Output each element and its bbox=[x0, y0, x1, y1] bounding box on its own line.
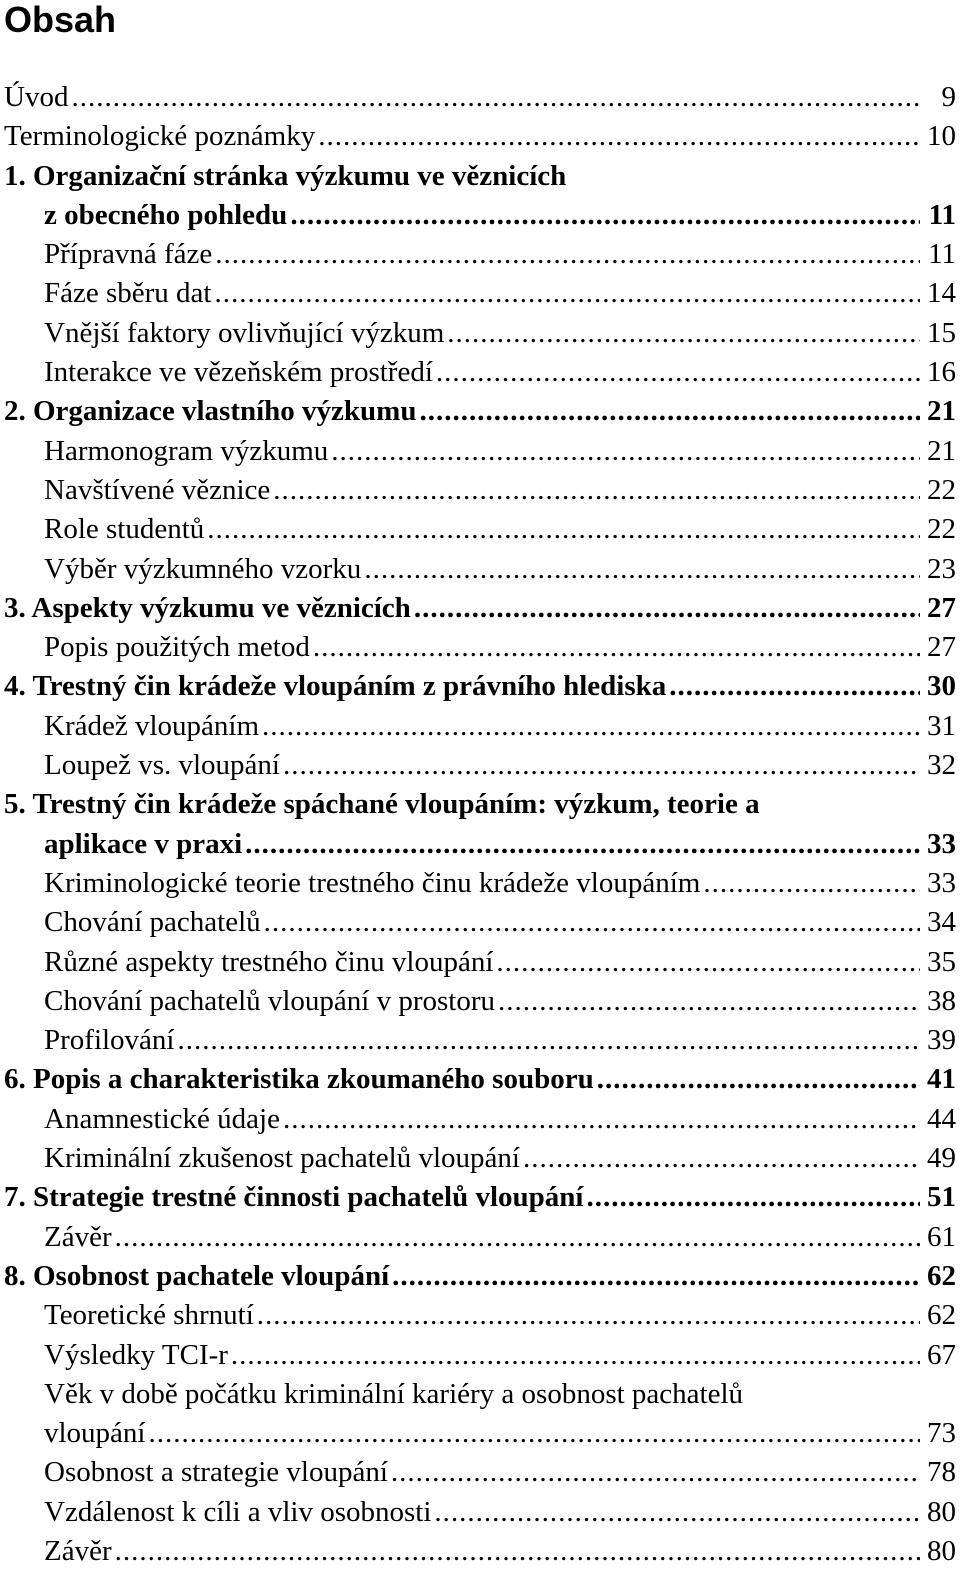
toc-entry-label: Teoretické shrnutí bbox=[44, 1299, 254, 1332]
toc-entry[interactable] bbox=[0, 432, 960, 471]
toc-dot-leader bbox=[245, 825, 920, 864]
toc-dot-leader bbox=[115, 1218, 920, 1257]
toc-entry[interactable] bbox=[0, 1178, 960, 1217]
toc-entry-page: 80 bbox=[927, 1534, 956, 1567]
toc-entry[interactable] bbox=[0, 314, 960, 353]
toc-dot-leader bbox=[703, 864, 920, 903]
toc-entry-page: 32 bbox=[927, 749, 956, 782]
toc-dot-leader bbox=[115, 1532, 920, 1571]
toc-entry[interactable] bbox=[0, 510, 960, 549]
toc-entry-label: 6. Popis a charakteristika zkoumaného souboru bbox=[4, 1063, 594, 1096]
toc-dot-leader bbox=[257, 1296, 920, 1335]
toc-entry[interactable] bbox=[0, 1100, 960, 1139]
toc-entry[interactable] bbox=[0, 667, 960, 706]
toc-entry[interactable] bbox=[0, 1453, 960, 1492]
toc-entry[interactable] bbox=[0, 589, 960, 628]
toc-entry-page: 30 bbox=[927, 670, 956, 703]
toc-dot-leader bbox=[283, 1100, 920, 1139]
toc-dot-leader bbox=[414, 589, 920, 628]
toc-entry-label: Fáze sběru dat bbox=[44, 277, 212, 310]
toc-entry-page: 35 bbox=[927, 945, 956, 978]
toc-entry-label: Vnější faktory ovlivňující výzkum bbox=[44, 316, 445, 349]
toc-entry[interactable] bbox=[0, 1060, 960, 1099]
toc-entry-label: 1. Organizační stránka výzkumu ve věznicích bbox=[4, 159, 567, 192]
toc-entry-page: 34 bbox=[927, 906, 956, 939]
toc-entry[interactable] bbox=[0, 235, 960, 274]
toc-entry[interactable] bbox=[0, 1532, 960, 1571]
toc-entry-page: 38 bbox=[927, 984, 956, 1017]
toc-entry[interactable] bbox=[0, 1218, 960, 1257]
toc-dot-leader bbox=[178, 1021, 921, 1060]
toc-entry-page: 9 bbox=[941, 81, 956, 113]
toc-entry-page: 39 bbox=[927, 1024, 956, 1057]
toc-entry-label: Navštívené věznice bbox=[44, 473, 271, 506]
toc-entry-label: vloupání bbox=[44, 1417, 146, 1450]
toc-entry-page: 49 bbox=[927, 1142, 956, 1175]
toc-entry-page: 14 bbox=[927, 277, 956, 310]
toc-entry[interactable] bbox=[0, 117, 960, 156]
toc-dot-leader bbox=[273, 471, 920, 510]
toc-entry-page: 31 bbox=[927, 709, 956, 742]
toc-dot-leader bbox=[498, 982, 920, 1021]
toc-entry[interactable] bbox=[0, 903, 960, 942]
toc-dot-leader bbox=[364, 550, 920, 589]
toc-dot-leader bbox=[523, 1139, 920, 1178]
toc-entry[interactable] bbox=[0, 785, 960, 824]
toc-entry-label: Profilování bbox=[44, 1024, 175, 1057]
toc-entry-page: 27 bbox=[927, 631, 956, 664]
toc-dot-leader bbox=[207, 510, 920, 549]
toc-entry-label: z obecného pohledu bbox=[44, 198, 288, 231]
toc-entry-page: 61 bbox=[927, 1220, 956, 1253]
toc-entry-label: 7. Strategie trestné činnosti pachatelů vloupání bbox=[4, 1181, 584, 1214]
toc-entry-page: 27 bbox=[927, 591, 956, 624]
toc-entry-page: 62 bbox=[927, 1299, 956, 1332]
toc-entry-page: 33 bbox=[927, 827, 956, 860]
toc-dot-leader bbox=[215, 235, 920, 274]
toc-entry-label: Loupež vs. vloupání bbox=[44, 749, 280, 782]
toc-entry[interactable] bbox=[0, 1021, 960, 1060]
toc-entry-label: Kriminální zkušenost pachatelů vloupání bbox=[44, 1142, 520, 1175]
toc-entry[interactable] bbox=[0, 943, 960, 982]
toc-entry[interactable] bbox=[0, 1139, 960, 1178]
toc-entry-label: 4. Trestný čin krádeže vloupáním z právního hlediska bbox=[4, 670, 667, 703]
toc-entry-page: 21 bbox=[927, 395, 956, 428]
toc-entry-label: Popis použitých metod bbox=[44, 631, 310, 664]
toc-entry[interactable] bbox=[0, 1375, 960, 1414]
toc-entry-label: aplikace v praxi bbox=[44, 827, 243, 860]
toc-dot-leader bbox=[262, 707, 920, 746]
toc-entry-label: Chování pachatelů bbox=[44, 906, 261, 939]
toc-dot-leader bbox=[290, 196, 920, 235]
page-title: Obsah bbox=[4, 0, 117, 40]
toc-entry-label: Úvod bbox=[4, 81, 69, 113]
toc-entry[interactable] bbox=[0, 157, 960, 196]
toc-dot-leader bbox=[149, 1414, 921, 1453]
toc-entry-page: 33 bbox=[927, 866, 956, 899]
toc-dot-leader bbox=[586, 1178, 920, 1217]
toc-entry-label: Vzdálenost k cíli a vliv osobnosti bbox=[44, 1495, 432, 1528]
toc-entry[interactable] bbox=[0, 825, 960, 864]
toc-entry-label: Kriminologické teorie trestného činu krádeže vloupáním bbox=[44, 866, 701, 899]
toc-entry-page: 62 bbox=[927, 1259, 956, 1292]
toc-entry-page: 22 bbox=[927, 513, 956, 546]
toc-entry[interactable] bbox=[0, 471, 960, 510]
toc-entry-label: Interakce ve vězeňském prostředí bbox=[44, 356, 433, 389]
toc-entry-label: Závěr bbox=[44, 1534, 112, 1567]
toc-entry-page: 16 bbox=[927, 356, 956, 389]
toc-entry-page: 67 bbox=[927, 1338, 956, 1371]
toc-dot-leader bbox=[391, 1453, 920, 1492]
toc-entry-label: 5. Trestný čin krádeže spáchané vloupáním: výzkum, teorie a bbox=[4, 788, 760, 821]
toc-entry-page: 78 bbox=[927, 1456, 956, 1489]
toc-entry-label: Krádež vloupáním bbox=[44, 709, 260, 742]
table-of-contents bbox=[0, 78, 960, 1571]
toc-dot-leader bbox=[496, 943, 920, 982]
toc-entry[interactable] bbox=[0, 1296, 960, 1335]
toc-entry-label: 3. Aspekty výzkumu ve věznicích bbox=[4, 591, 411, 624]
toc-entry-page: 73 bbox=[927, 1417, 956, 1450]
toc-entry-label: Harmonogram výzkumu bbox=[44, 434, 329, 467]
toc-entry-label: Různé aspekty trestného činu vloupání bbox=[44, 945, 494, 978]
toc-entry-page: 10 bbox=[927, 120, 956, 153]
toc-entry[interactable] bbox=[0, 746, 960, 785]
toc-entry-page: 44 bbox=[927, 1102, 956, 1135]
toc-dot-leader bbox=[313, 628, 920, 667]
toc-entry[interactable] bbox=[0, 707, 960, 746]
toc-entry-label: Role studentů bbox=[44, 513, 205, 546]
toc-dot-leader bbox=[283, 746, 920, 785]
toc-entry[interactable] bbox=[0, 1336, 960, 1375]
toc-dot-leader bbox=[669, 667, 920, 706]
toc-entry-page: 23 bbox=[927, 552, 956, 585]
toc-entry-label: Výsledky TCI-r bbox=[44, 1338, 228, 1371]
toc-entry-page: 80 bbox=[927, 1495, 956, 1528]
toc-dot-leader bbox=[264, 903, 920, 942]
toc-dot-leader bbox=[392, 1257, 920, 1296]
toc-entry[interactable] bbox=[0, 864, 960, 903]
toc-entry[interactable] bbox=[0, 353, 960, 392]
toc-entry[interactable] bbox=[0, 1493, 960, 1532]
toc-entry[interactable] bbox=[0, 628, 960, 667]
toc-entry[interactable] bbox=[0, 982, 960, 1021]
toc-dot-leader bbox=[71, 78, 920, 117]
toc-entry-label: Výběr výzkumného vzorku bbox=[44, 552, 362, 585]
toc-dot-leader bbox=[597, 1060, 920, 1099]
toc-entry-label: 2. Organizace vlastního výzkumu bbox=[4, 395, 417, 428]
toc-entry-page: 21 bbox=[927, 434, 956, 467]
toc-entry[interactable] bbox=[0, 1257, 960, 1296]
toc-dot-leader bbox=[419, 392, 920, 431]
toc-entry-page: 51 bbox=[927, 1181, 956, 1214]
toc-entry[interactable] bbox=[0, 274, 960, 313]
toc-entry-page: 11 bbox=[928, 198, 956, 231]
toc-entry-page: 22 bbox=[927, 473, 956, 506]
toc-entry-label: 8. Osobnost pachatele vloupání bbox=[4, 1259, 390, 1292]
toc-dot-leader bbox=[318, 117, 920, 156]
toc-dot-leader bbox=[434, 1493, 920, 1532]
toc-dot-leader bbox=[447, 314, 920, 353]
toc-entry-label: Přípravná fáze bbox=[44, 238, 213, 271]
toc-entry[interactable] bbox=[0, 550, 960, 589]
toc-dot-leader bbox=[215, 274, 921, 313]
toc-entry[interactable] bbox=[0, 1414, 960, 1453]
toc-entry-label: Závěr bbox=[44, 1220, 112, 1253]
toc-entry-label: Anamnestické údaje bbox=[44, 1102, 280, 1135]
toc-dot-leader bbox=[436, 353, 920, 392]
toc-entry-page: 15 bbox=[927, 316, 956, 349]
toc-entry[interactable] bbox=[0, 78, 960, 117]
toc-dot-leader bbox=[231, 1336, 920, 1375]
toc-entry-label: Věk v době počátku kriminální kariéry a osobnost pachatelů bbox=[44, 1377, 744, 1410]
toc-entry-page: 11 bbox=[928, 238, 956, 271]
toc-entry-label: Osobnost a strategie vloupání bbox=[44, 1456, 388, 1489]
toc-entry-page: 41 bbox=[927, 1063, 956, 1096]
toc-entry-label: Chování pachatelů vloupání v prostoru bbox=[44, 984, 496, 1017]
toc-entry[interactable] bbox=[0, 392, 960, 431]
toc-dot-leader bbox=[331, 432, 920, 471]
toc-entry-label: Terminologické poznámky bbox=[4, 120, 316, 153]
toc-entry[interactable] bbox=[0, 196, 960, 235]
